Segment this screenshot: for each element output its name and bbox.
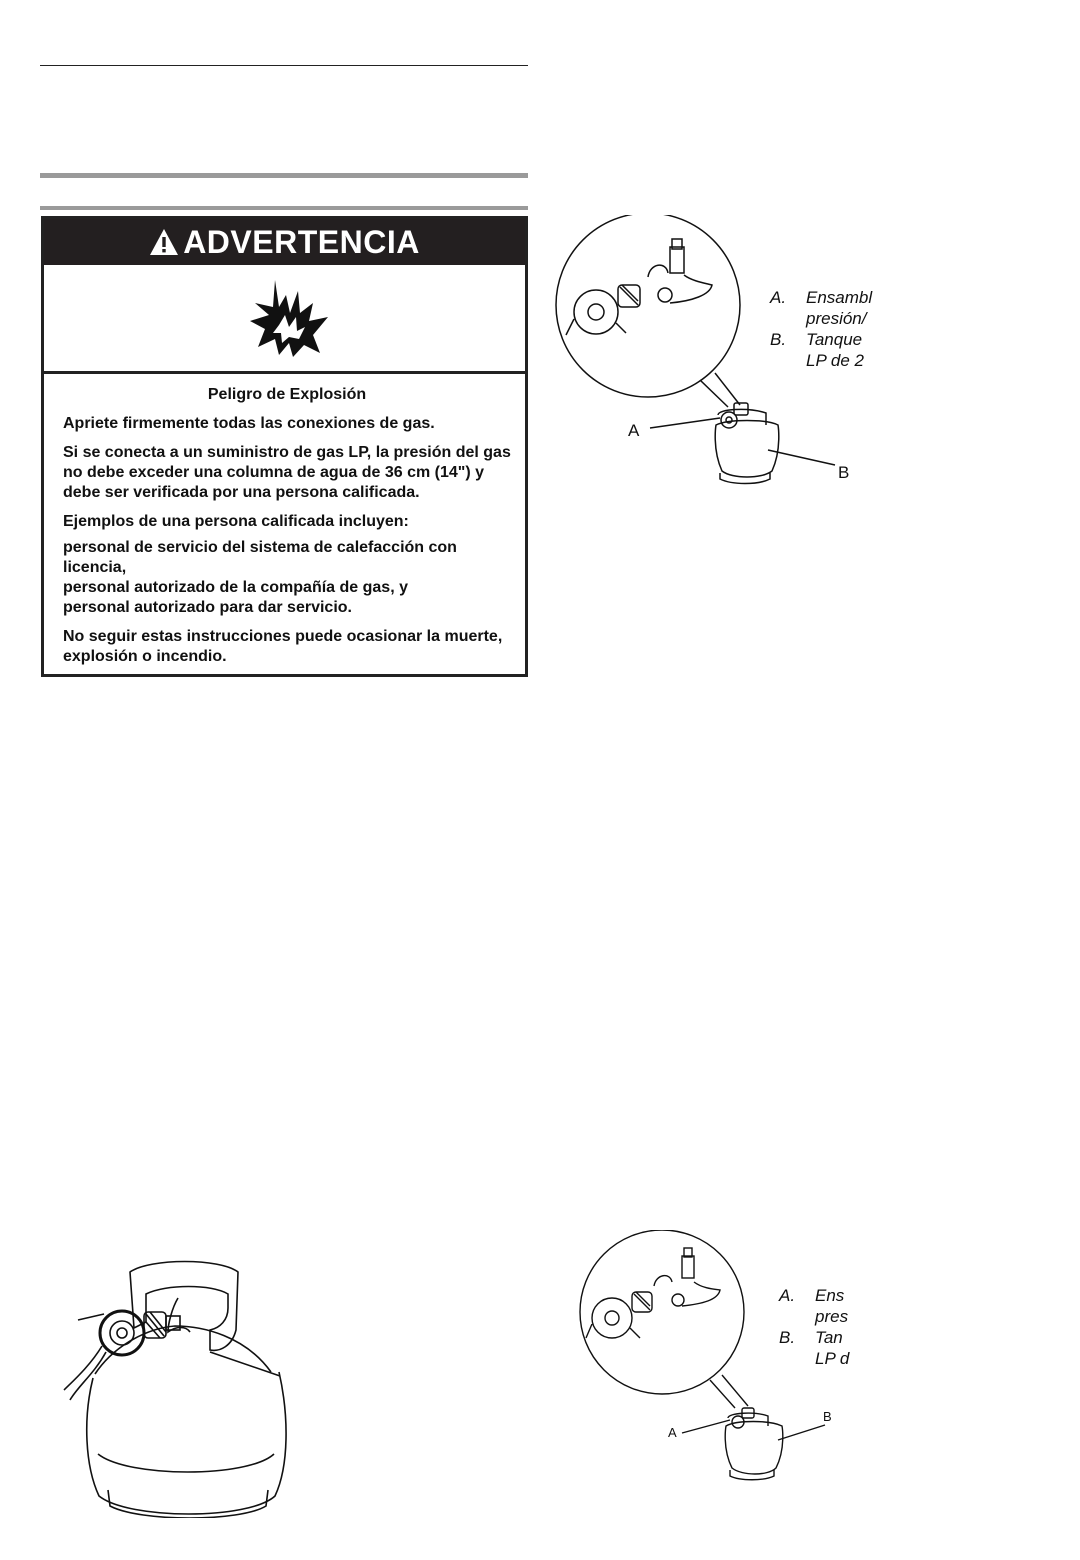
warning-box — [41, 216, 528, 677]
warning-consequence: No seguir estas instrucciones puede ocasionar la muerte, explosión o incendio. — [63, 628, 503, 665]
legend-text: presión/ — [806, 309, 867, 328]
callout-a: A — [668, 1425, 677, 1440]
tank-regulator-figure-bottom — [570, 1230, 840, 1510]
legend-text: Ens — [815, 1286, 845, 1305]
section-rule-2 — [40, 206, 528, 210]
callout-a: A — [628, 421, 640, 440]
legend-key: A. — [770, 288, 787, 307]
legend-text: LP de 2 — [806, 351, 864, 370]
warning-body — [63, 385, 511, 676]
legend-key: B. — [770, 330, 787, 349]
callout-b: B — [838, 463, 850, 482]
legend-text: Tanque — [806, 330, 863, 349]
warning-paragraph: Apriete firmemente todas las conexiones de gas. — [63, 415, 435, 432]
warning-header — [44, 219, 525, 265]
example-item: personal autorizado de la compañía de gas, y — [63, 579, 408, 596]
callout-b: B — [823, 1409, 832, 1424]
warning-paragraph: Si se conecta a un suministro de gas LP, la presión del gas no debe exceder una columna de agua de 36 cm (14") y debe ser verificada por una persona calificada. — [63, 444, 511, 501]
legend-key: A. — [779, 1286, 796, 1305]
legend-bottom — [779, 1286, 869, 1370]
warning-paragraph: Ejemplos de una persona calificada incluyen: — [63, 513, 409, 530]
warning-triangle-icon — [149, 228, 179, 256]
top-rule — [40, 65, 528, 66]
legend-text: pres — [815, 1307, 849, 1326]
legend-text: Tan — [815, 1328, 843, 1347]
explosion-icon-area — [44, 265, 525, 374]
large-tank-figure — [60, 1258, 300, 1518]
hazard-title: Peligro de Explosión — [207, 386, 367, 403]
example-item: personal autorizado para dar servicio. — [63, 599, 352, 616]
warning-title: ADVERTENCIA — [183, 223, 420, 260]
legend-text: LP d — [815, 1349, 850, 1368]
section-rule — [40, 173, 528, 178]
legend-text: Ensambl — [806, 288, 873, 307]
legend-key: B. — [779, 1328, 796, 1347]
explosion-icon — [249, 277, 329, 359]
example-item: personal de servicio del sistema de calefacción con licencia, — [63, 539, 457, 576]
legend-top — [770, 288, 890, 372]
